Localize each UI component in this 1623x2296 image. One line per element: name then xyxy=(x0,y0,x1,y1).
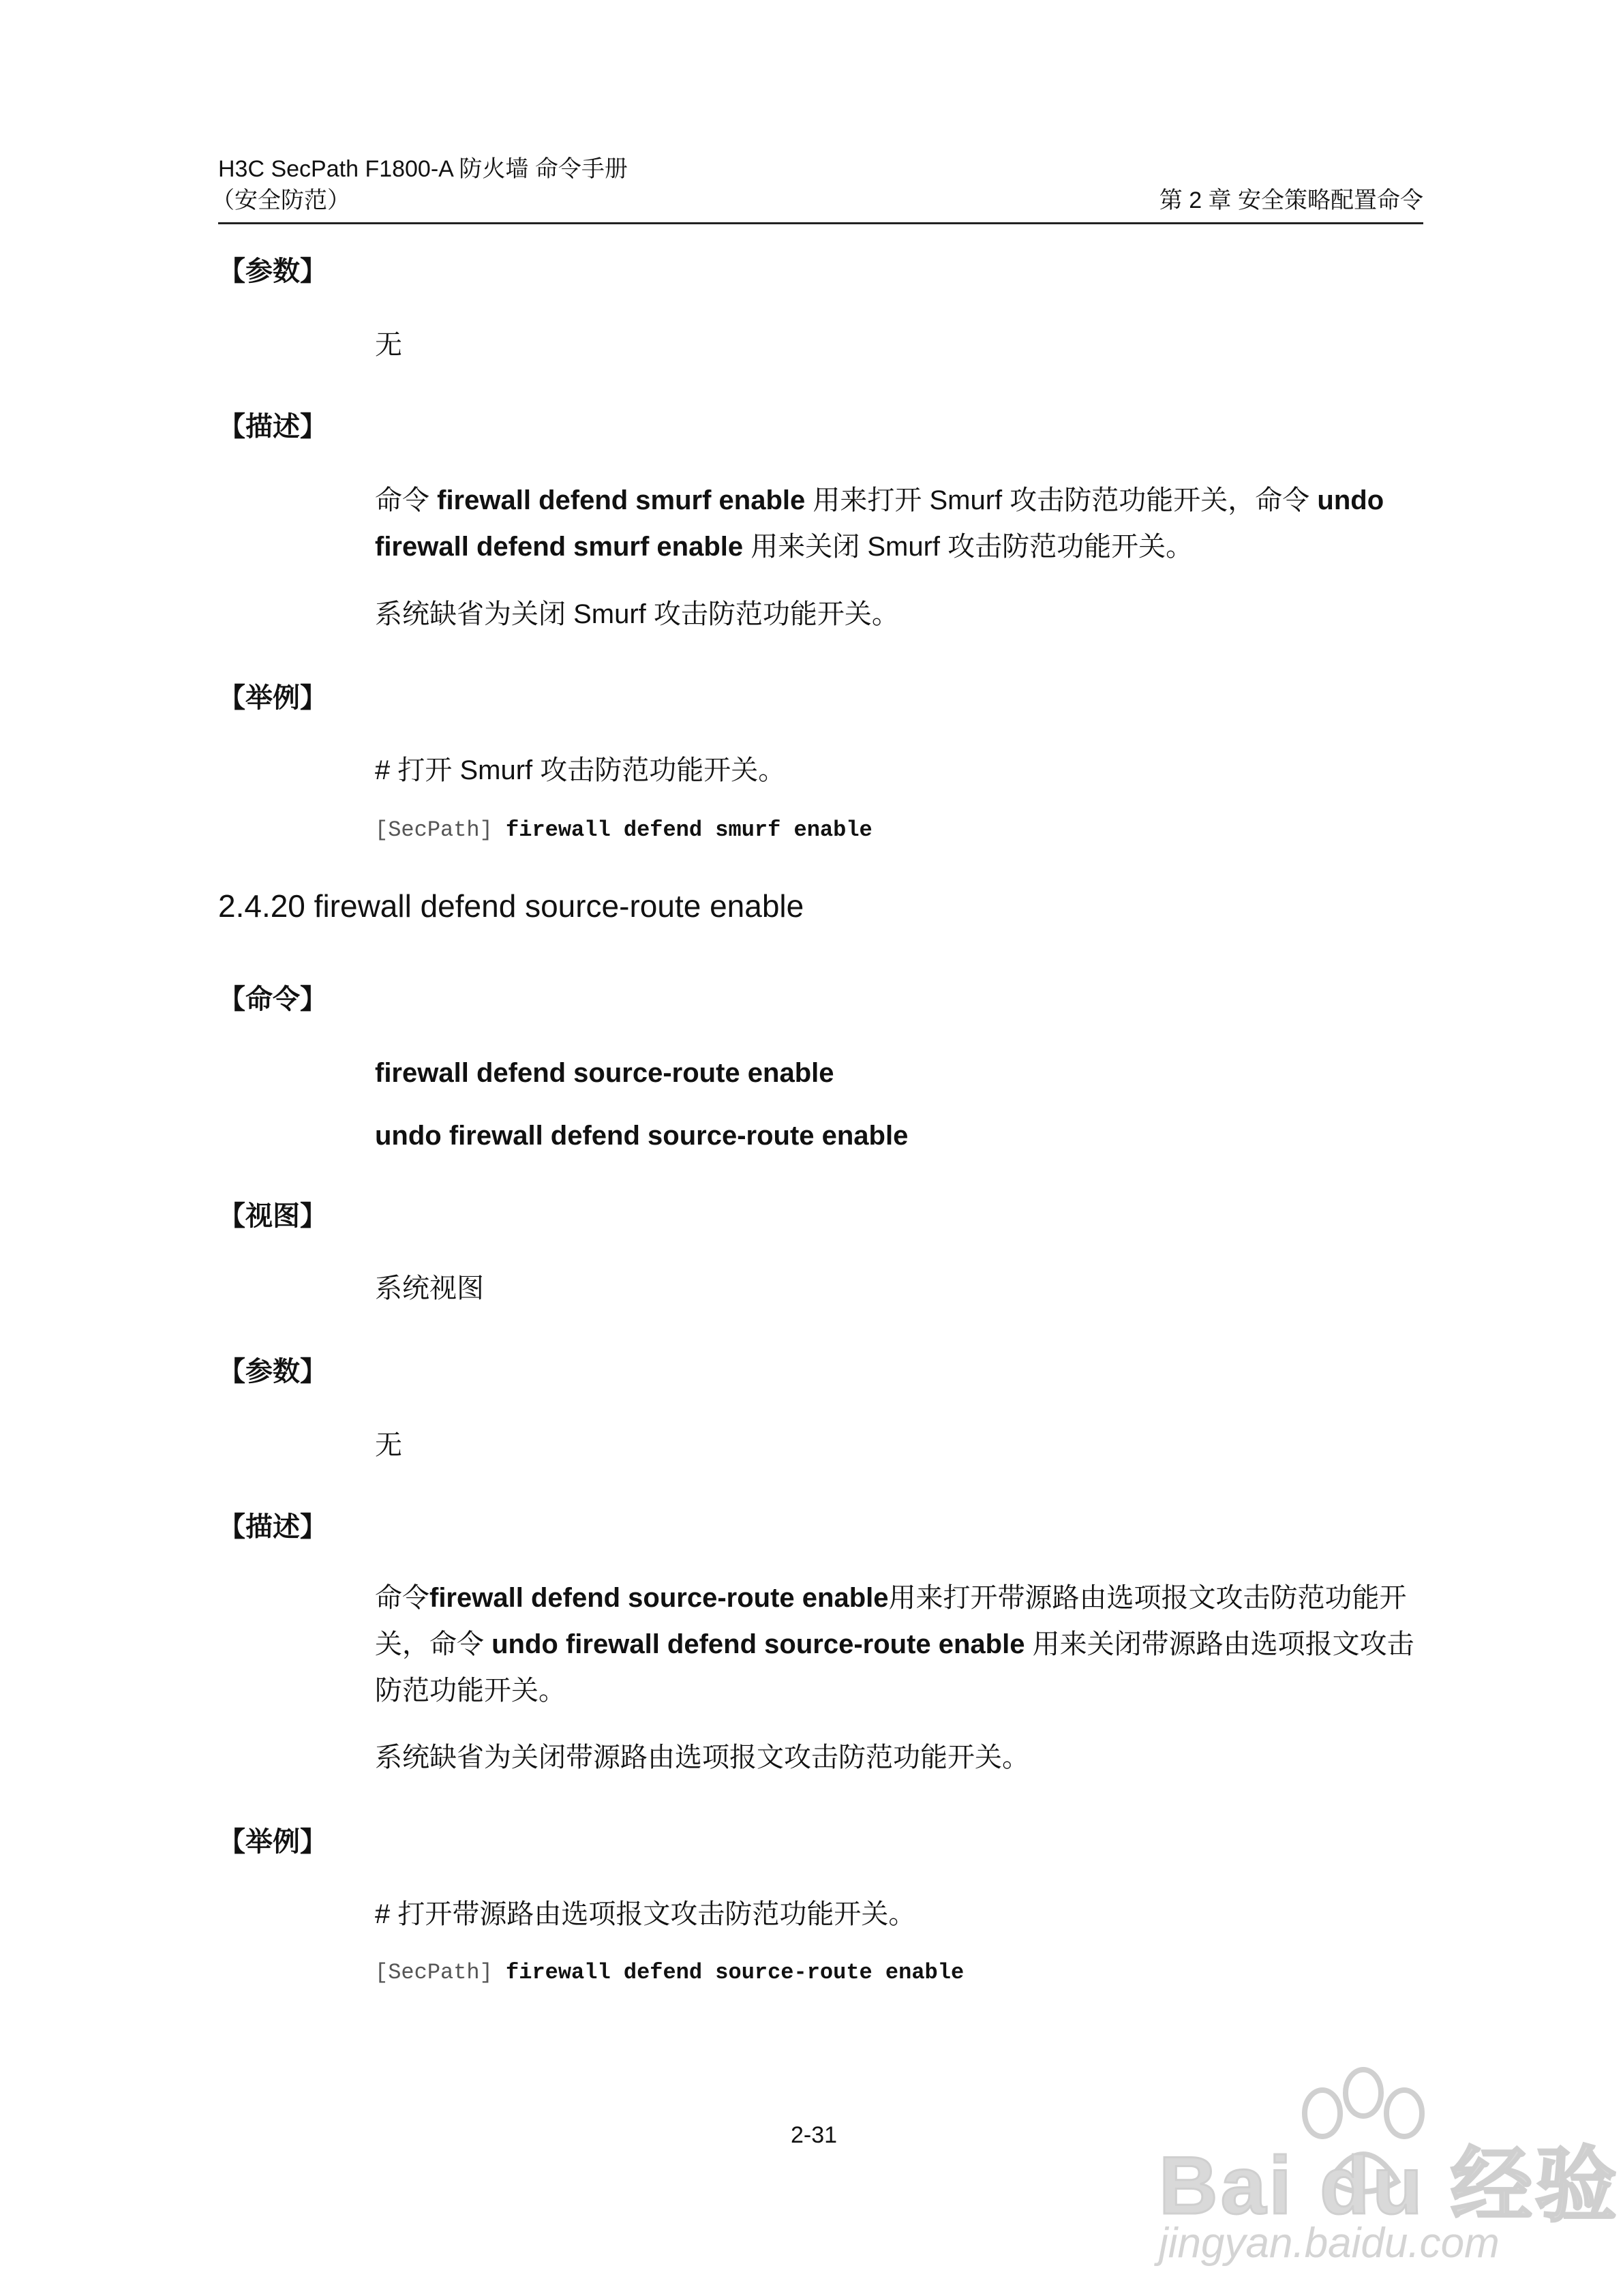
default-note: 系统缺省为关闭 Smurf 攻击防范功能开关。 xyxy=(375,599,899,629)
cli-prompt: [SecPath] xyxy=(375,1960,506,1985)
header-divider xyxy=(218,222,1423,224)
default-note: 系统缺省为关闭带源路由选项报文攻击防范功能开关。 xyxy=(375,1742,1029,1772)
section-label-params: 【参数】 xyxy=(218,256,327,286)
example-code xyxy=(375,1958,964,1988)
section-label-example: 【举例】 xyxy=(218,1827,327,1857)
section-label-description: 【描述】 xyxy=(218,412,327,442)
section-label-params: 【参数】 xyxy=(218,1357,327,1387)
description-paragraph: 命令firewall defend source-route enable用来打开带源路由选项报文攻击防范功能开关，命令 undo firewall defend source-route enable 用来关闭带源路由选项报文攻击防范功能开关。 xyxy=(375,1583,1414,1706)
example-note: # 打开 Smurf 攻击防范功能开关。 xyxy=(375,755,786,785)
page-number: 2-31 xyxy=(791,2122,838,2148)
command-inline: firewall defend smurf enable xyxy=(437,485,806,515)
command-inline: undo firewall defend source-route enable xyxy=(491,1629,1025,1659)
section-label-description: 【描述】 xyxy=(218,1512,327,1542)
description-paragraph: 命令 firewall defend smurf enable 用来打开 Smurf 攻击防范功能开关，命令 undo firewall defend smurf enable 用来关闭 Smurf 攻击防范功能开关。 xyxy=(375,485,1384,562)
command-syntax: firewall defend source-route enable xyxy=(375,1058,834,1088)
command-inline: undo firewall defend smurf enable xyxy=(375,485,1384,562)
example-code xyxy=(375,815,873,845)
watermark-logo: Bai du 经验 xyxy=(1159,2140,1620,2231)
section-heading: 2.4.20 firewall defend source-route enable xyxy=(218,888,804,924)
view-value: 系统视图 xyxy=(375,1273,484,1303)
header-chapter: 第 2 章 安全策略配置命令 xyxy=(1159,187,1423,213)
section-label-view: 【视图】 xyxy=(218,1201,327,1231)
params-value: 无 xyxy=(375,1430,402,1460)
cli-prompt: [SecPath] xyxy=(375,817,506,843)
example-note: # 打开带源路由选项报文攻击防范功能开关。 xyxy=(375,1899,916,1929)
cli-command: firewall defend smurf enable xyxy=(506,817,873,843)
watermark-url: jingyan.baidu.com xyxy=(1159,2220,1500,2267)
params-value: 无 xyxy=(375,330,402,360)
cli-command: firewall defend source-route enable xyxy=(506,1960,965,1985)
section-label-example: 【举例】 xyxy=(218,683,327,713)
command-syntax-undo: undo firewall defend source-route enable xyxy=(375,1121,909,1151)
section-label-command: 【命令】 xyxy=(218,984,327,1014)
header-manual-title: H3C SecPath F1800-A 防火墙 命令手册 xyxy=(218,156,628,182)
command-inline: firewall defend source-route enable xyxy=(429,1583,889,1613)
header-subtitle: （安全防范） xyxy=(211,187,350,213)
